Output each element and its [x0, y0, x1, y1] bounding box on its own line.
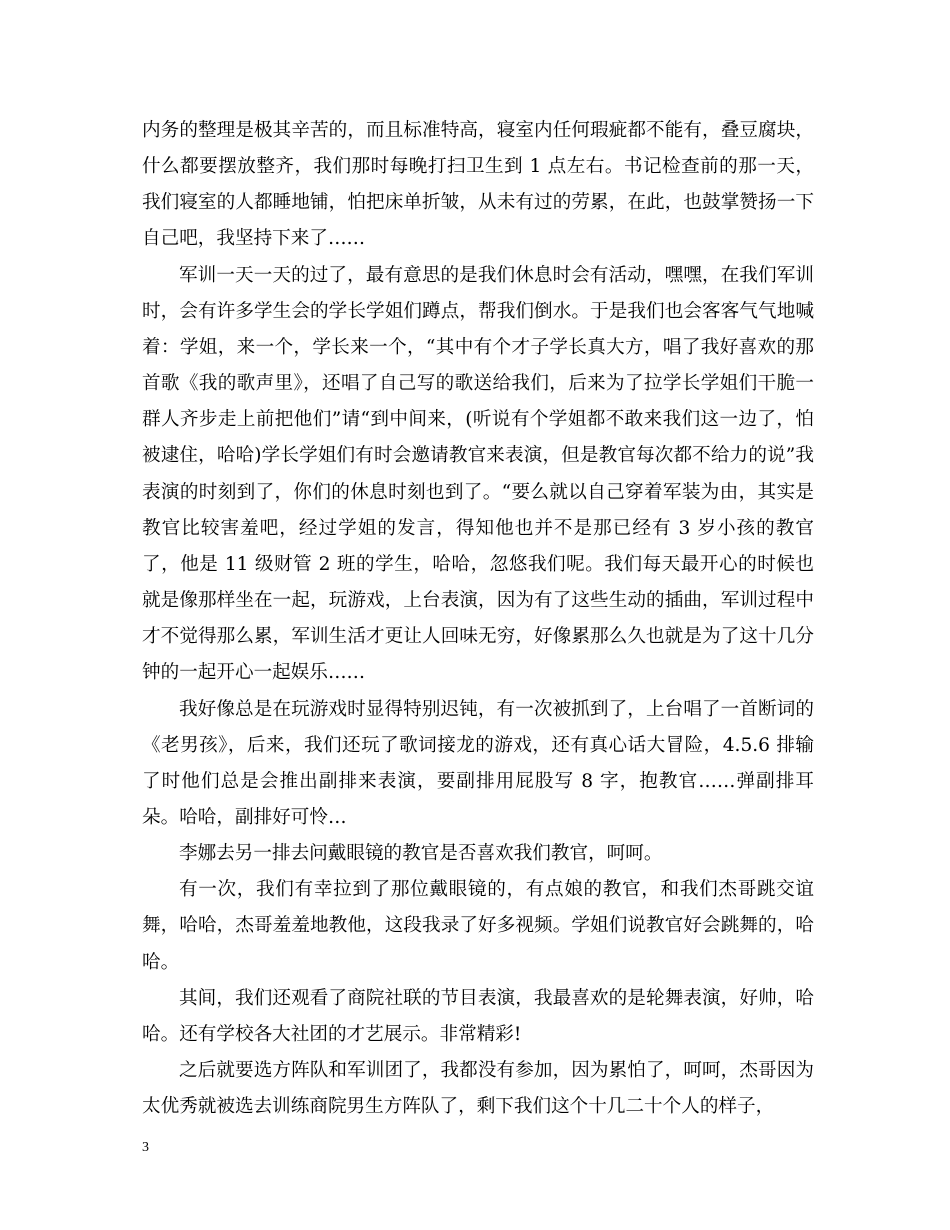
paragraph-1: 内务的整理是极其辛苦的，而且标准特高，寝室内任何瑕疵都不能有，叠豆腐块，什么都要摆放整齐，我们那时每晚打扫卫生到 1 点左右。书记检查前的那一天，我们寝室的人都睡地铺，怕把床单折皱，从未有过的劳累，在此，也鼓掌赞扬一下自己吧，我坚持下来了……	[142, 120, 814, 250]
paragraph-5: 有一次，我们有幸拉到了那位戴眼镜的，有点娘的教官，和我们杰哥跳交谊舞，哈哈，杰哥羞羞地教他，这段我录了好多视频。学姐们说教官好会跳舞的，哈哈。	[142, 879, 814, 973]
paragraph-3: 我好像总是在玩游戏时显得特别迟钝，有一次被抓到了，上台唱了一首断词的《老男孩》，后来，我们还玩了歌词接龙的游戏，还有真心话大冒险，4.5.6 排输了时他们总是会推出副排来表演，要副排用屁股写 8 字，抱教官……弹副排耳朵。哈哈，副排好可怜…	[142, 698, 814, 828]
document-body	[142, 113, 814, 1125]
paragraph-6: 其间，我们还观看了商院社联的节目表演，我最喜欢的是轮舞表演，好帅，哈哈。还有学校各大社团的才艺展示。非常精彩!	[142, 987, 814, 1045]
page-number: 3	[142, 1140, 149, 1155]
paragraph-2: 军训一天一天的过了，最有意思的是我们休息时会有活动，嘿嘿，在我们军训时，会有许多学生会的学长学姐们蹲点，帮我们倒水。于是我们也会客客气气地喊着：学姐，来一个，学长来一个，“其中有个才子学长真大方，唱了我好喜欢的那首歌《我的歌声里》，还唱了自己写的歌送给我们，后来为了拉学长学姐们干脆一群人齐步走上前把他们”请“到中间来，(听说有个学姐都不敢来我们这一边了，怕被逮住，哈哈)学长学姐们有时会邀请教官来表演，但是教官每次都不给力的说”我表演的时刻到了，你们的休息时刻也到了。“要么就以自己穿着军装为由，其实是教官比较害羞吧，经过学姐的发言，得知他也并不是那已经有 3 岁小孩的教官了，他是 11 级财管 2 班的学生，哈哈，忽悠我们呢。我们每天最开心的时候也就是像那样坐在一起，玩游戏，上台表演，因为有了这些生动的插曲，军训过程中才不觉得那么累，军训生活才更让人回味无穷，好像累那么久也就是为了这十几分钟的一起开心一起娱乐……	[142, 264, 814, 684]
paragraph-4: 李娜去另一排去问戴眼镜的教官是否喜欢我们教官，呵呵。	[179, 843, 663, 865]
paragraph-7: 之后就要选方阵队和军训团了，我都没有参加，因为累怕了，呵呵，杰哥因为太优秀就被选去训练商院男生方阵队了，剩下我们这个十几二十个人的样子，	[142, 1060, 814, 1118]
